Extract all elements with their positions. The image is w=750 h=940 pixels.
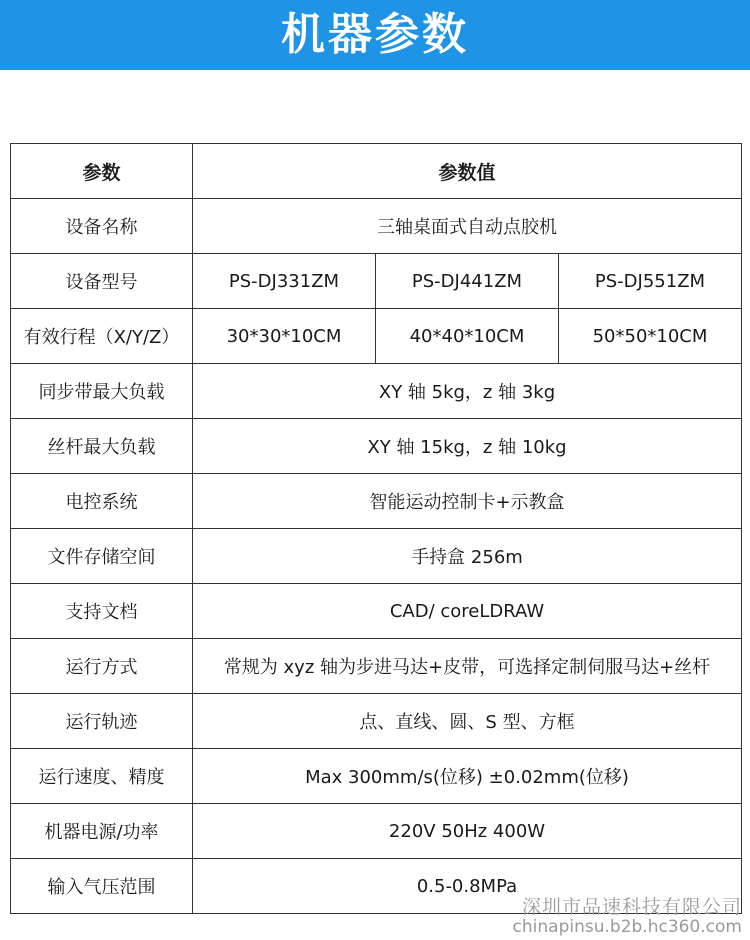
row-label: 输入气压范围 bbox=[11, 859, 193, 914]
row-label: 运行速度、精度 bbox=[11, 749, 193, 804]
model-value-3: PS-DJ551ZM bbox=[559, 254, 742, 309]
row-value: 点、直线、圆、S 型、方框 bbox=[193, 694, 742, 749]
title-banner bbox=[0, 0, 750, 70]
row-value: CAD/ coreLDRAW bbox=[193, 584, 742, 639]
row-value: XY 轴 15kg，z 轴 10kg bbox=[193, 419, 742, 474]
table-row bbox=[11, 694, 742, 749]
travel-value-2: 40*40*10CM bbox=[376, 309, 559, 364]
row-value: 常规为 xyz 轴为步进马达+皮带，可选择定制伺服马达+丝杆 bbox=[193, 639, 742, 694]
table-row bbox=[11, 584, 742, 639]
table-row bbox=[11, 199, 742, 254]
parameters-table bbox=[10, 143, 742, 914]
table-row bbox=[11, 419, 742, 474]
table-row bbox=[11, 749, 742, 804]
row-label: 机器电源/功率 bbox=[11, 804, 193, 859]
table-row bbox=[11, 529, 742, 584]
row-label: 有效行程（X/Y/Z） bbox=[11, 309, 193, 364]
row-value: 220V 50Hz 400W bbox=[193, 804, 742, 859]
row-label: 文件存储空间 bbox=[11, 529, 193, 584]
watermark-url: chinapinsu.b2b.hc360.com bbox=[512, 917, 742, 938]
header-value: 参数值 bbox=[193, 144, 742, 199]
row-value: 手持盒 256m bbox=[193, 529, 742, 584]
row-label: 设备型号 bbox=[11, 254, 193, 309]
row-label: 运行轨迹 bbox=[11, 694, 193, 749]
row-value: XY 轴 5kg，z 轴 3kg bbox=[193, 364, 742, 419]
model-value-2: PS-DJ441ZM bbox=[376, 254, 559, 309]
table-row bbox=[11, 254, 742, 309]
travel-value-1: 30*30*10CM bbox=[193, 309, 376, 364]
travel-value-3: 50*50*10CM bbox=[559, 309, 742, 364]
row-label: 丝杆最大负载 bbox=[11, 419, 193, 474]
table-header-row bbox=[11, 144, 742, 199]
watermark-company: 深圳市品速科技有限公司 bbox=[521, 895, 742, 918]
row-label: 支持文档 bbox=[11, 584, 193, 639]
row-label: 运行方式 bbox=[11, 639, 193, 694]
table-row bbox=[11, 804, 742, 859]
model-value-1: PS-DJ331ZM bbox=[193, 254, 376, 309]
row-value: Max 300mm/s(位移) ±0.02mm(位移) bbox=[193, 749, 742, 804]
row-label: 电控系统 bbox=[11, 474, 193, 529]
page-title: 机器参数 bbox=[281, 9, 469, 60]
row-value: 智能运动控制卡+示教盒 bbox=[193, 474, 742, 529]
row-value: 三轴桌面式自动点胶机 bbox=[193, 199, 742, 254]
row-label: 同步带最大负载 bbox=[11, 364, 193, 419]
table-row bbox=[11, 474, 742, 529]
row-label: 设备名称 bbox=[11, 199, 193, 254]
table-row bbox=[11, 859, 742, 914]
table-row bbox=[11, 309, 742, 364]
table-row bbox=[11, 364, 742, 419]
header-param: 参数 bbox=[11, 144, 193, 199]
table-row bbox=[11, 639, 742, 694]
row-value: 0.5-0.8MPa bbox=[193, 859, 742, 914]
